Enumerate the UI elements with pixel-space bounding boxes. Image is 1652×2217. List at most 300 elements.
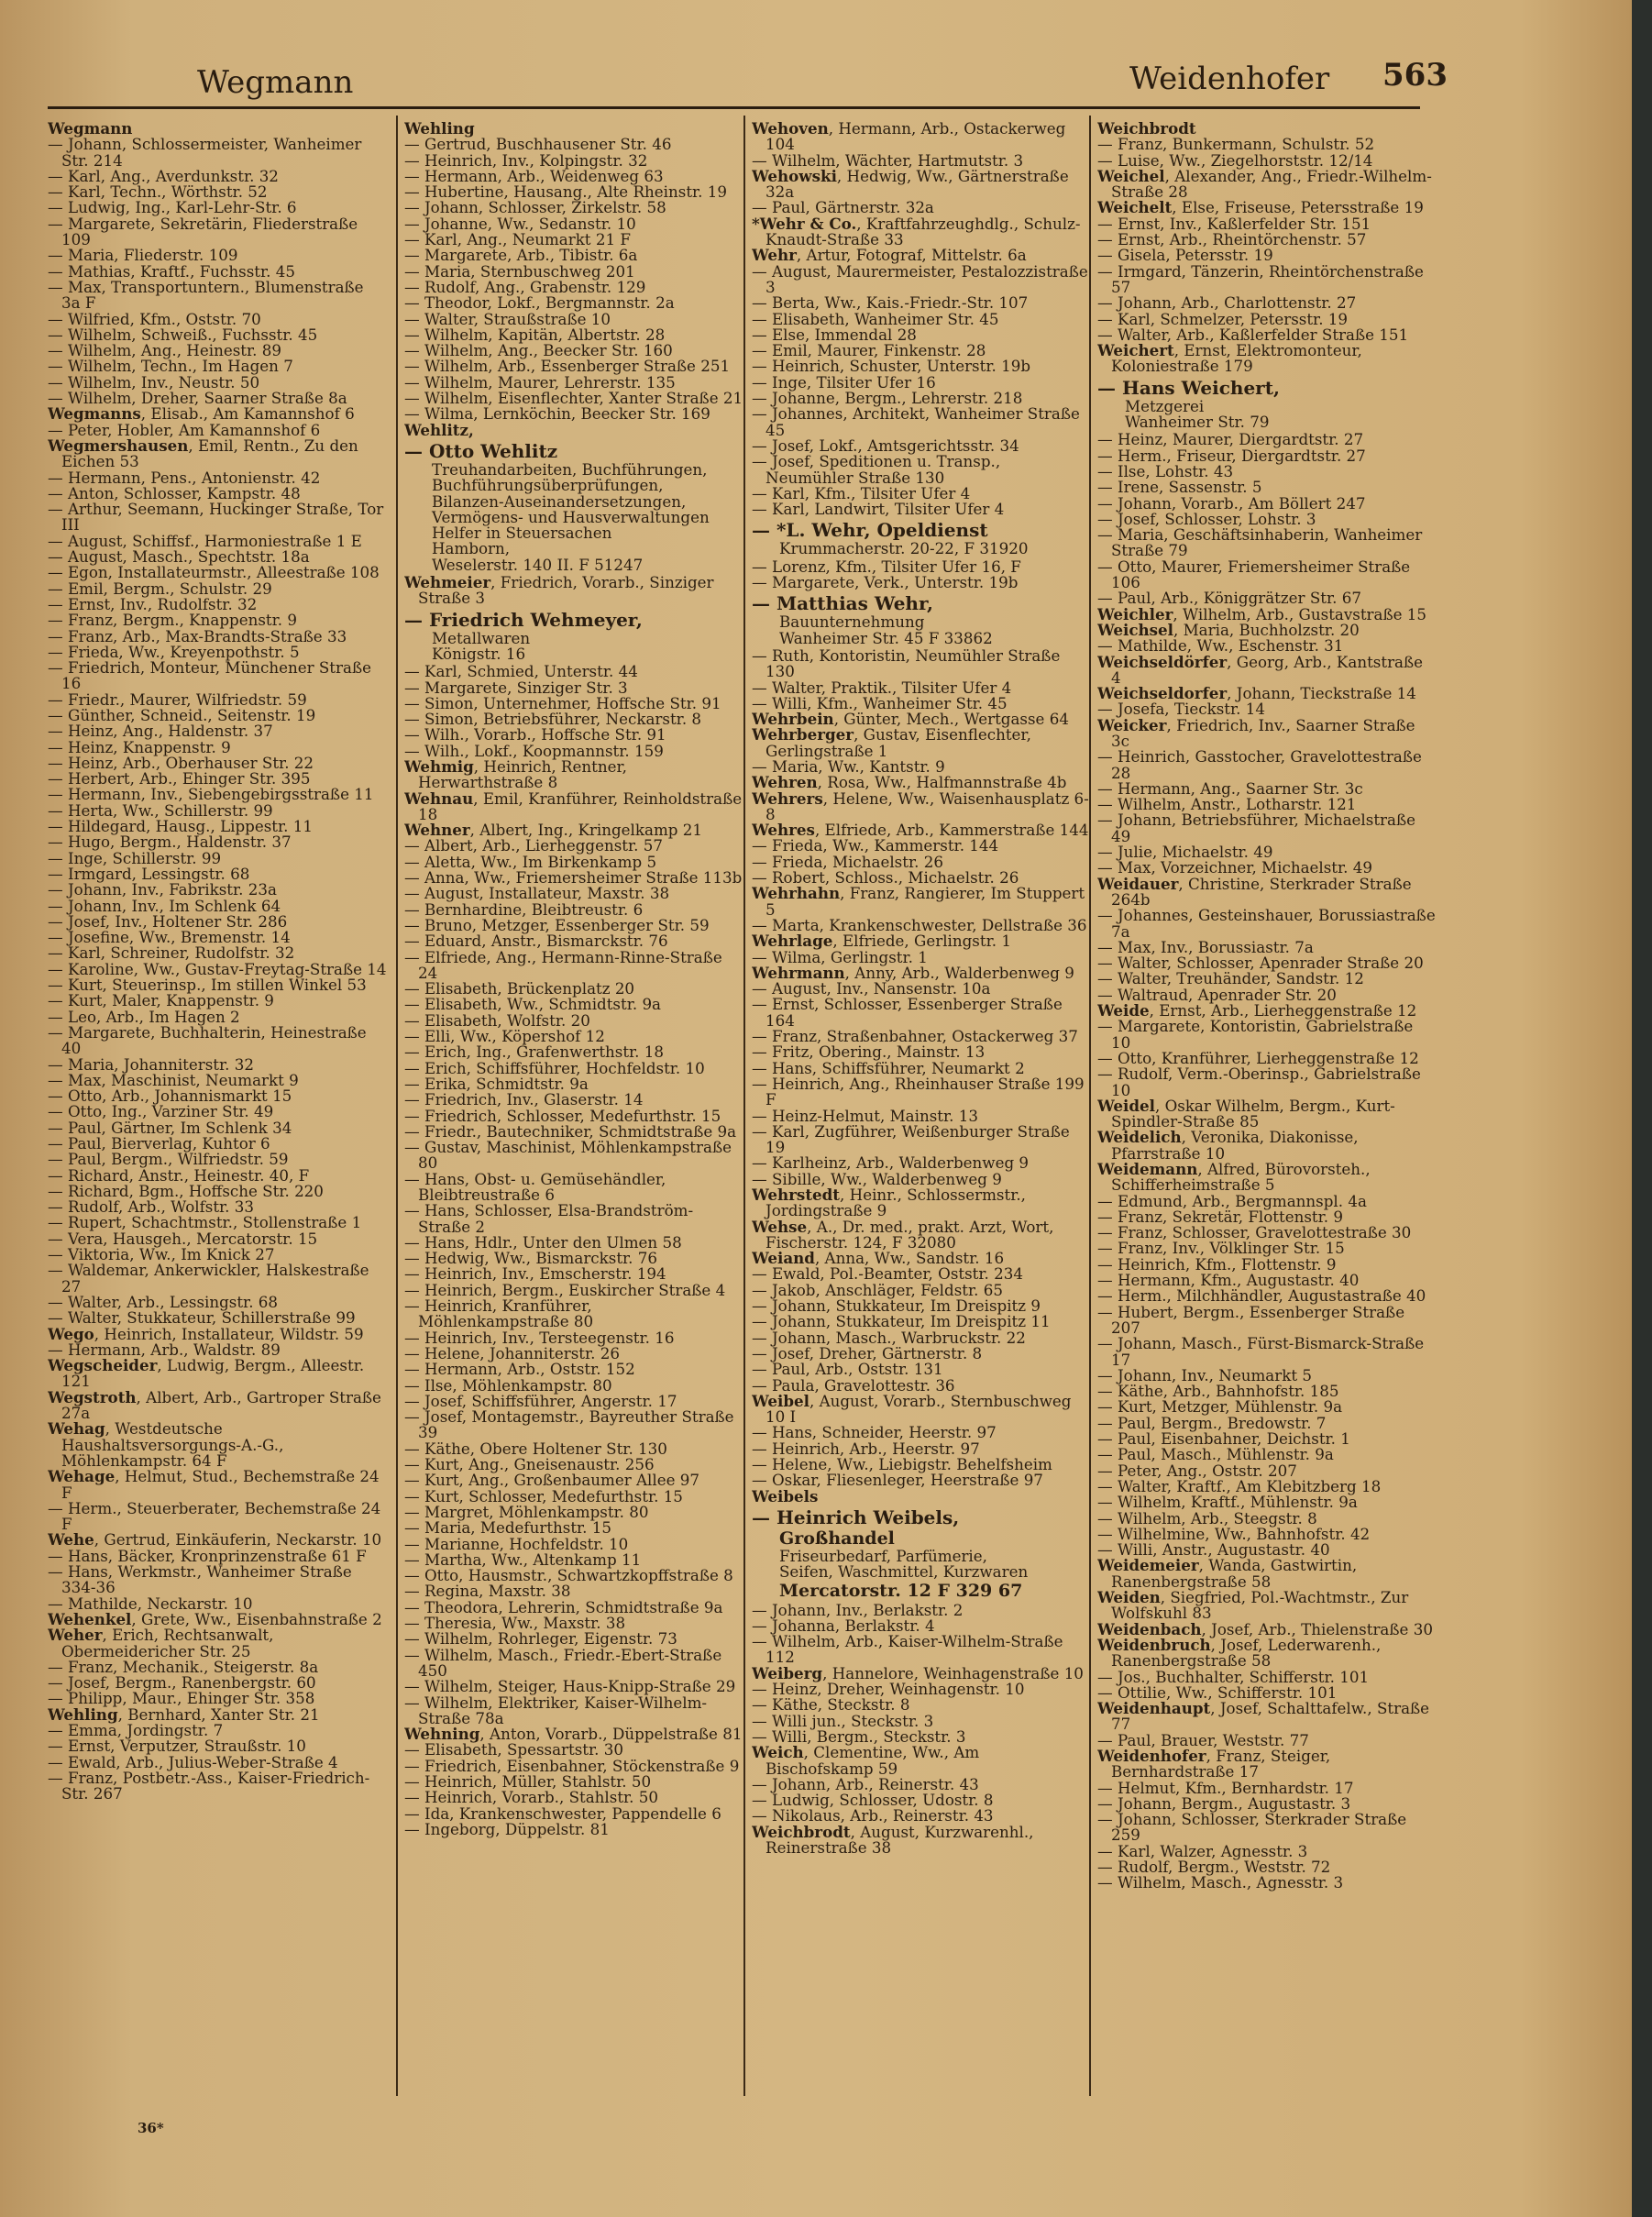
surname-heading: Wegmann <box>48 121 133 138</box>
directory-entry: — Ida, Krankenschwester, Pappendelle 6 <box>404 1803 721 1823</box>
directory-entry: — Ernst, Inv., Kaßlerfelder Str. 151 <box>1097 214 1371 233</box>
directory-entry: — Heinrich, Kfm., Flottenstr. 9 <box>1097 1254 1337 1274</box>
directory-entry: — Leo, Arb., Im Hagen 2 <box>48 1007 240 1026</box>
directory-entry: — Else, Immendal 28 <box>752 325 917 344</box>
directory-entry: — Wilhelm, Masch., Agnesstr. 3 <box>1097 1873 1344 1892</box>
directory-entry: — Irene, Sassenstr. 5 <box>1097 478 1262 497</box>
directory-entry: — Karoline, Ww., Gustav-Freytag-Straße 14 <box>48 959 387 978</box>
directory-entry: — Rupert, Schachtmstr., Stollenstraße 1 <box>48 1213 362 1232</box>
directory-entry: — Aletta, Ww., Im Birkenkamp 5 <box>404 852 657 871</box>
directory-entry: — Hans, Schiffsführer, Neumarkt 2 <box>752 1058 1025 1077</box>
advertisement-line: Buchführungsüberprüfungen, <box>432 476 664 495</box>
directory-entry: — Emil, Maurer, Finkenstr. 28 <box>752 341 986 360</box>
directory-entry: — Johann, Masch., Warbruckstr. 22 <box>752 1328 1026 1347</box>
surname: Wehmeier <box>404 573 491 592</box>
surname: Weichel <box>1097 166 1165 185</box>
directory-entry: *Wehr & Co., Kraftfahrzeughdlg., Schulz-Knaudt-Straße 33 <box>752 214 1081 249</box>
directory-entry: Wehmig, Heinrich, Rentner, Herwarthstraße 8 <box>404 756 627 792</box>
directory-entry: — Johann, Schlosser, Sterkrader Straße 259 <box>1097 1810 1407 1845</box>
directory-entry: — Franz, Sekretär, Flottenstr. 9 <box>1097 1207 1343 1226</box>
surname: Wehnau <box>404 789 474 808</box>
directory-entry: — Johann, Masch., Fürst-Bismarck-Straße 17 <box>1097 1334 1425 1369</box>
surname: Weidelich <box>1097 1128 1182 1147</box>
directory-entry: Weichert, Ernst, Elektromonteur, Koloniestraße 179 <box>1097 341 1362 376</box>
directory-entry: — Friedrich, Inv., Glaserstr. 14 <box>404 1090 644 1109</box>
directory-entry: — Kurt, Metzger, Mühlenstr. 9a <box>1097 1397 1343 1417</box>
surname: Weich <box>752 1743 804 1762</box>
directory-entry: — Nikolaus, Arb., Reinerstr. 43 <box>752 1806 994 1825</box>
directory-entry: — Paul, Bergm., Bredowstr. 7 <box>1097 1413 1327 1432</box>
directory-entry: — Wilma, Lernköchin, Beecker Str. 169 <box>404 404 710 424</box>
advertisement-name: — Hans Weichert, <box>1097 376 1280 399</box>
directory-entry: — Franz, Bunkermann, Schulstr. 52 <box>1097 135 1375 154</box>
directory-entry: — Arthur, Seemann, Huckinger Straße, Tor III <box>48 500 384 535</box>
directory-entry: — Sibille, Ww., Walderbenweg 9 <box>752 1169 1002 1188</box>
directory-entry: — Elisabeth, Brückenplatz 20 <box>404 979 635 998</box>
advertisement-name: — Otto Wehlitz <box>404 439 558 462</box>
directory-entry: — Karl, Schreiner, Rudolfstr. 32 <box>48 943 295 963</box>
directory-entry: — Erich, Schiffsführer, Hochfeldstr. 10 <box>404 1058 705 1077</box>
directory-entry: — Bernhardine, Bleibtreustr. 6 <box>404 899 644 919</box>
directory-column-1 <box>48 121 387 2092</box>
directory-entry: — Theodor, Lokf., Bergmannstr. 2a <box>404 293 675 313</box>
directory-entry: — Margarete, Kontoristin, Gabrielstraße 10 <box>1097 1017 1414 1052</box>
directory-entry: — Johann, Schlosser, Zirkelstr. 58 <box>404 198 666 217</box>
directory-entry: — Johann, Schlossermeister, Wanheimer Str. 214 <box>48 135 362 170</box>
directory-entry: — Wilhelm, Arb., Kaiser-Wilhelm-Straße 112 <box>752 1632 1063 1667</box>
directory-entry: — Egon, Installateurmstr., Alleestraße 108 <box>48 563 380 582</box>
directory-entry: — Ilse, Lohstr. 43 <box>1097 461 1234 480</box>
directory-entry: — Walter, Kraftf., Am Klebitzberg 18 <box>1097 1476 1382 1495</box>
directory-entry: Wehoven, Hermann, Arb., Ostackerweg 104 <box>752 121 1066 154</box>
advertisement-line: Friseurbedarf, Parfümerie, <box>779 1546 987 1565</box>
directory-entry: — Otto, Maurer, Friemersheimer Straße 106 <box>1097 557 1411 592</box>
directory-entry: Weher, Erich, Rechtsanwalt, Obermeidericher Str. 25 <box>48 1626 274 1660</box>
surname: Weidauer <box>1097 874 1179 893</box>
advertisement-line: Mercatorstr. 12 F 329 67 <box>779 1580 1023 1601</box>
directory-entry: — Ernst, Verputzer, Straußstr. 10 <box>48 1737 306 1756</box>
directory-entry: — Ernst, Schlosser, Essenberger Straße 164 <box>752 995 1063 1030</box>
directory-entry: — Erich, Ing., Grafenwerthstr. 18 <box>404 1042 665 1062</box>
surname: Weichseldorfer <box>1097 684 1228 703</box>
directory-entry: — Hermann, Pens., Antonienstr. 42 <box>48 468 321 487</box>
directory-entry: — Johann, Stukkateur, Im Dreispitz 11 <box>752 1312 1051 1331</box>
directory-entry: Wehrstedt, Heinr., Schlossermstr., Jordingstraße 9 <box>752 1186 1026 1220</box>
directory-entry: — Karl, Kfm., Tilsiter Ufer 4 <box>752 483 971 502</box>
directory-entry: Wehner, Albert, Ing., Kringelkamp 21 <box>404 821 702 840</box>
directory-entry: — Johann, Arb., Charlottenstr. 27 <box>1097 293 1357 313</box>
directory-entry: — Josef, Lokf., Amtsgerichtsstr. 34 <box>752 436 1019 455</box>
directory-entry: — Johann, Vorarb., Am Böllert 247 <box>1097 493 1366 513</box>
directory-entry: — Mathilde, Ww., Eschenstr. 31 <box>1097 636 1344 656</box>
directory-entry: — Herm., Steuerberater, Bechemstraße 24 F <box>48 1498 381 1534</box>
directory-entry: — Ewald, Pol.-Beamter, Oststr. 234 <box>752 1264 1023 1284</box>
directory-entry: — Hermann, Arb., Oststr. 152 <box>404 1360 635 1379</box>
directory-column-4 <box>1097 121 1437 2092</box>
directory-entry: Wego, Heinrich, Installateur, Wildstr. 59 <box>48 1324 364 1343</box>
directory-entry: — Elisabeth, Wanheimer Str. 45 <box>752 309 999 328</box>
directory-entry: — Regina, Maxstr. 38 <box>404 1582 571 1601</box>
directory-entry: Wehr, Artur, Fotograf, Mittelstr. 6a <box>752 246 1027 265</box>
directory-column-2 <box>404 121 743 2092</box>
directory-entry: — Robert, Schloss., Michaelstr. 26 <box>752 868 1019 888</box>
surname: Wegstroth <box>48 1387 137 1406</box>
directory-entry: — Rudolf, Bergm., Weststr. 72 <box>1097 1858 1331 1877</box>
directory-entry: — Kurt, Ang., Gneisenaustr. 256 <box>404 1455 655 1474</box>
directory-entry: Wehnau, Emil, Kranführer, Reinholdstraße 18 <box>404 789 743 823</box>
directory-entry: — Paul, Eisenbahner, Deichstr. 1 <box>1097 1429 1350 1449</box>
directory-entry: — Simon, Betriebsführer, Neckarstr. 8 <box>404 710 702 729</box>
directory-entry: — Julie, Michaelstr. 49 <box>1097 843 1273 862</box>
directory-entry: — Johann, Inv., Fabrikstr. 23a <box>48 880 277 899</box>
directory-entry: — Johanne, Ww., Sedanstr. 10 <box>404 214 636 233</box>
advertisement-line: Bauunternehmung <box>779 612 925 632</box>
directory-entry: — Josefine, Ww., Bremenstr. 14 <box>48 928 291 947</box>
directory-entry: — Friedrich, Schlosser, Medefurthstr. 15 <box>404 1106 721 1125</box>
directory-entry: — Heinrich, Arb., Heerstr. 97 <box>752 1439 980 1458</box>
directory-entry: — Käthe, Steckstr. 8 <box>752 1695 910 1715</box>
directory-entry: — Walter, Schlosser, Apenrader Straße 20 <box>1097 954 1424 973</box>
directory-entry: — Heinz-Helmut, Mainstr. 13 <box>752 1106 978 1125</box>
directory-entry: — Ingeborg, Düppelstr. 81 <box>404 1819 610 1838</box>
surname: Wehoven <box>752 121 829 138</box>
directory-entry: — Willi jun., Steckstr. 3 <box>752 1711 934 1730</box>
directory-entry: — Margarete, Arb., Tibistr. 6a <box>404 246 638 265</box>
directory-entry: — Paula, Gravelottestr. 36 <box>752 1375 955 1395</box>
directory-entry: — Karl, Techn., Wörthstr. 52 <box>48 182 268 202</box>
directory-entry: — Elfriede, Ang., Hermann-Rinne-Straße 24 <box>404 947 722 982</box>
directory-entry: — Albert, Arb., Lierheggenstr. 57 <box>404 836 663 855</box>
directory-entry: — Max, Vorzeichner, Michaelstr. 49 <box>1097 858 1372 877</box>
advertisement-entry <box>1097 377 1437 431</box>
surname: Wehag <box>48 1419 105 1439</box>
directory-entry: — Elli, Ww., Köpershof 12 <box>404 1027 605 1046</box>
directory-entry <box>404 420 743 439</box>
directory-entry: — Frieda, Ww., Kammerstr. 144 <box>752 836 999 855</box>
surname: Wehowski <box>752 166 837 185</box>
directory-entry: — Erika, Schmidtstr. 9a <box>404 1074 589 1093</box>
directory-entry: — Otto, Hausmstr., Schwartzkopffstraße 8 <box>404 1566 733 1585</box>
directory-entry: — Hans, Obst- u. Gemüsehändler, Bleibtreustraße 6 <box>404 1169 666 1204</box>
advertisement-line: Treuhandarbeiten, Buchführungen, <box>432 459 708 479</box>
directory-entry: Wehe, Gertrud, Einkäuferin, Neckarstr. 10 <box>48 1530 382 1550</box>
directory-entry: — Kurt, Steuerinsp., Im stillen Winkel 53 <box>48 976 367 995</box>
surname: Wegscheider <box>48 1356 158 1375</box>
surname: Wehres <box>752 821 815 840</box>
directory-entry: — Luise, Ww., Ziegelhorststr. 12/14 <box>1097 150 1373 170</box>
page-header <box>0 57 1632 103</box>
surname: Weichelt <box>1097 198 1173 217</box>
directory-entry: — Max, Maschinist, Neumarkt 9 <box>48 1070 299 1089</box>
directory-entry: — Wilhelm, Kapitän, Albertstr. 28 <box>404 325 666 344</box>
directory-entry: — Josef, Schlosser, Lohstr. 3 <box>1097 509 1316 528</box>
advertisement-line: Wanheimer Str. 45 F 33862 <box>779 628 993 647</box>
directory-entry: — Wilhelm, Masch., Friedr.-Ebert-Straße 450 <box>404 1645 722 1680</box>
surname: Wehse <box>752 1217 808 1236</box>
directory-entry: — Theresia, Ww., Maxstr. 38 <box>404 1614 626 1633</box>
directory-entry: — Paul, Bierverlag, Kuhtor 6 <box>48 1134 270 1153</box>
advertisement-entry <box>404 440 743 573</box>
surname: Weidenbach <box>1097 1619 1202 1638</box>
directory-entry: — Elisabeth, Wolfstr. 20 <box>404 1010 590 1030</box>
directory-entry: Weichelt, Else, Friseuse, Petersstraße 19 <box>1097 198 1424 217</box>
directory-entry: Weichsel, Maria, Buchholzstr. 20 <box>1097 620 1360 639</box>
directory-entry: Weichseldorfer, Johann, Tieckstraße 14 <box>1097 684 1416 703</box>
directory-entry: — Margarete, Sinziger Str. 3 <box>404 678 628 697</box>
directory-entry: — Maria, Medefurthstr. 15 <box>404 1518 612 1538</box>
directory-entry: Wehse, A., Dr. med., prakt. Arzt, Wort, Fischerstr. 124, F 32080 <box>752 1217 1054 1252</box>
directory-entry: — Paul, Masch., Mühlenstr. 9a <box>1097 1445 1334 1464</box>
directory-entry: — Emma, Jordingstr. 7 <box>48 1720 224 1739</box>
directory-entry: — Franz, Mechanik., Steigerstr. 8a <box>48 1657 319 1676</box>
directory-entry: — Wilfried, Kfm., Oststr. 70 <box>48 309 261 328</box>
directory-entry: — Friedrich, Eisenbahner, Stöckenstraße 9 <box>404 1756 740 1775</box>
surname: Weidenhaupt <box>1097 1699 1211 1718</box>
surname: Weher <box>48 1626 103 1645</box>
directory-entry: Weidemeier, Wanda, Gastwirtin, Ranenbergstraße 58 <box>1097 1556 1358 1591</box>
directory-entry: — Anna, Ww., Friemersheimer Straße 113b <box>404 868 743 888</box>
surname: Wehe <box>48 1530 94 1550</box>
advertisement-line: Metallwaren <box>432 628 531 647</box>
directory-entry: — Josef, Speditionen u. Transp., Neumühler Straße 130 <box>752 452 1001 487</box>
directory-entry: Wehrhahn, Franz, Rangierer, Im Stuppert 5 <box>752 884 1085 919</box>
directory-entry: — Wilhelm, Rohrleger, Eigenstr. 73 <box>404 1629 677 1649</box>
surname: Wehage <box>48 1467 116 1486</box>
directory-entry: Wehowski, Hedwig, Ww., Gärtnerstraße 32a <box>752 166 1069 202</box>
directory-entry <box>752 1486 1091 1506</box>
directory-entry: — Margarete, Sekretärin, Fliederstraße 109 <box>48 214 358 249</box>
directory-entry: — Wilh., Lokf., Koopmannstr. 159 <box>404 741 664 760</box>
directory-entry: — Wilhelm, Kraftf., Mühlenstr. 9a <box>1097 1493 1358 1512</box>
directory-entry: — Maria, Ww., Kantstr. 9 <box>752 756 945 776</box>
directory-entry: — Hans, Bäcker, Kronprinzenstraße 61 F <box>48 1546 367 1565</box>
surname: Weichler <box>1097 604 1173 623</box>
directory-entry: — Walter, Stukkateur, Schillerstraße 99 <box>48 1308 356 1328</box>
directory-entry: — Jos., Buchhalter, Schifferstr. 101 <box>1097 1667 1370 1686</box>
directory-entry: — Heinz, Arb., Oberhauser Str. 22 <box>48 753 314 772</box>
directory-entry: Weidenhaupt, Josef, Schalttafelw., Straße 77 <box>1097 1699 1430 1734</box>
directory-entry: — Gisela, Petersstr. 19 <box>1097 246 1273 265</box>
directory-entry: — Wilhelm, Steiger, Haus-Knipp-Straße 29 <box>404 1677 736 1696</box>
directory-entry: — Heinrich, Inv., Kolpingstr. 32 <box>404 150 648 170</box>
directory-entry: — Paul, Gärtnerstr. 32a <box>752 198 934 217</box>
directory-entry: Weidenbach, Josef, Arb., Thielenstraße 30 <box>1097 1619 1433 1638</box>
directory-entry: — Herta, Ww., Schillerstr. 99 <box>48 800 273 820</box>
directory-entry: — Gustav, Maschinist, Möhlenkampstraße 80 <box>404 1138 732 1173</box>
directory-entry: — Mathilde, Neckarstr. 10 <box>48 1594 253 1613</box>
directory-entry: — Johannes, Gesteinshauer, Borussiastraße 7a <box>1097 906 1436 941</box>
surname: Weibel <box>752 1391 809 1410</box>
directory-entry: Weiand, Anna, Ww., Sandstr. 16 <box>752 1249 1005 1268</box>
directory-entry: — August, Installateur, Maxstr. 38 <box>404 884 670 903</box>
directory-entry: Weichel, Alexander, Ang., Friedr.-Wilhelm-Straße 28 <box>1097 166 1432 202</box>
advertisement-name: — *L. Wehr, Opeldienst <box>752 519 988 542</box>
directory-entry: — Karlheinz, Arb., Walderbenweg 9 <box>752 1153 1030 1173</box>
directory-entry: — Marianne, Hochfeldstr. 10 <box>404 1534 629 1553</box>
directory-entry: — Simon, Unternehmer, Hoffsche Str. 91 <box>404 693 721 712</box>
directory-entry: — Heinrich, Schuster, Unterstr. 19b <box>752 357 1030 376</box>
directory-entry: — Maria, Geschäftsinhaberin, Wanheimer Straße 79 <box>1097 525 1423 560</box>
directory-entry: Wehrlage, Elfriede, Gerlingstr. 1 <box>752 932 1011 951</box>
advertisement-line: Krummacherstr. 20-22, F 31920 <box>779 539 1029 558</box>
directory-entry: — Heinrich, Gasstocher, Gravelottestraße 28 <box>1097 747 1422 782</box>
directory-entry: — Viktoria, Ww., Im Knick 27 <box>48 1245 275 1264</box>
directory-entry: — Paul, Bergm., Wilfriedstr. 59 <box>48 1150 289 1169</box>
directory-entry: — Fritz, Obering., Mainstr. 13 <box>752 1042 986 1062</box>
surname: Weichseldörfer <box>1097 652 1228 671</box>
directory-entry: — Gertrud, Buschhausener Str. 46 <box>404 135 672 154</box>
directory-entry: — Franz, Schlosser, Gravelottestraße 30 <box>1097 1223 1412 1242</box>
directory-entry: — Irmgard, Tänzerin, Rheintörchenstraße 57 <box>1097 261 1424 296</box>
directory-entry: — Hildegard, Hausg., Lippestr. 11 <box>48 817 313 836</box>
directory-entry: — Wilhelm, Maurer, Lehrerstr. 135 <box>404 372 676 392</box>
directory-entry: — Waltraud, Apenrader Str. 20 <box>1097 985 1337 1004</box>
directory-entry: — Josef, Inv., Holtener Str. 286 <box>48 911 288 931</box>
directory-entry: — Emil, Bergm., Schulstr. 29 <box>48 579 272 598</box>
directory-entry: Weiberg, Hannelore, Weinhagenstraße 10 <box>752 1663 1084 1682</box>
directory-entry: Weichbrodt, August, Kurzwarenhl., Reinerstraße 38 <box>752 1822 1034 1857</box>
directory-entry: — Margarete, Buchhalterin, Heinestraße 40 <box>48 1022 367 1058</box>
directory-entry: Weide, Ernst, Arb., Lierheggenstraße 12 <box>1097 1001 1417 1020</box>
directory-entry: — Marta, Krankenschwester, Dellstraße 36 <box>752 915 1087 934</box>
directory-entry: — Margarete, Verk., Unterstr. 19b <box>752 573 1019 592</box>
surname: Wehmig <box>404 756 474 776</box>
directory-entry: — Hermann, Inv., Siebengebirgsstraße 11 <box>48 785 374 804</box>
directory-entry: — Otto, Kranführer, Lierheggenstraße 12 <box>1097 1048 1419 1067</box>
directory-entry: — Rudolf, Verm.-Oberinsp., Gabrielstraße 10 <box>1097 1064 1421 1099</box>
directory-entry: — Walter, Treuhänder, Sandstr. 12 <box>1097 969 1364 988</box>
column-divider <box>396 116 398 2096</box>
directory-entry: — Karl, Landwirt, Tilsiter Ufer 4 <box>752 500 1005 519</box>
directory-entry: — Ilse, Möhlenkampstr. 80 <box>404 1375 612 1395</box>
directory-entry: Weiden, Siegfried, Pol.-Wachtmstr., Zur Wolfskuhl 83 <box>1097 1588 1409 1623</box>
surname-heading: Wehlitz, <box>404 420 474 439</box>
directory-entry: — Heinrich, Ang., Rheinhauser Straße 199 F <box>752 1074 1085 1109</box>
advertisement-name: — Friedrich Wehmeyer, <box>404 608 643 631</box>
directory-entry: — Richard, Bgm., Hoffsche Str. 220 <box>48 1181 324 1200</box>
directory-entry: — Hermann, Ang., Saarner Str. 3c <box>1097 778 1363 798</box>
surname: Wehning <box>404 1725 480 1744</box>
directory-entry: — August, Inv., Nansenstr. 10a <box>752 979 991 998</box>
directory-entry: — Josef, Bergm., Ranenbergstr. 60 <box>48 1673 316 1693</box>
directory-entry: — Wilhelm, Elektriker, Kaiser-Wilhelm-Straße 78a <box>404 1693 708 1727</box>
directory-entry: — Philipp, Maur., Ehinger Str. 358 <box>48 1689 315 1708</box>
surname: Wehrers <box>752 789 823 808</box>
directory-entry: — Lorenz, Kfm., Tilsiter Ufer 16, F <box>752 557 1021 576</box>
directory-entry: — Kurt, Maler, Knappenstr. 9 <box>48 991 274 1010</box>
directory-entry: — Josef, Montagemstr., Bayreuther Straße 39 <box>404 1407 734 1442</box>
surname: Weicker <box>1097 715 1167 734</box>
directory-entry: — Josef, Dreher, Gärtnerstr. 8 <box>752 1343 983 1362</box>
directory-entry: — Walter, Straußstraße 10 <box>404 309 611 328</box>
directory-entry: — Berta, Ww., Kais.-Friedr.-Str. 107 <box>752 293 1029 313</box>
directory-entry: — Bruno, Metzger, Essenberger Str. 59 <box>404 915 710 934</box>
directory-entry: — Wilhelm, Arb., Steegstr. 8 <box>1097 1508 1317 1528</box>
book-binding-edge <box>1632 0 1652 2217</box>
directory-entry: — Paul, Brauer, Weststr. 77 <box>1097 1730 1309 1749</box>
directory-entry: — Maria, Fliederstr. 109 <box>48 246 238 265</box>
directory-entry: — Helene, Ww., Liebigstr. Behelfsheim <box>752 1455 1052 1474</box>
directory-entry: Wehrberger, Gustav, Eisenflechter, Gerlingstraße 1 <box>752 725 1031 760</box>
surname: Wehrstedt <box>752 1186 841 1204</box>
directory-entry: — Rudolf, Ang., Grabenstr. 129 <box>404 277 646 296</box>
surname: *Wehr & Co. <box>752 214 857 233</box>
directory-entry: — Johann, Inv., Im Schlenk 64 <box>48 896 281 915</box>
directory-entry: — Anton, Schlosser, Kampstr. 48 <box>48 483 301 502</box>
column-divider <box>743 116 745 2096</box>
surname: Wehrlage <box>752 932 833 951</box>
directory-entry: — Paul, Arb., Oststr. 131 <box>752 1360 943 1379</box>
directory-entry: — Heinrich, Inv., Tersteegenstr. 16 <box>404 1328 675 1347</box>
directory-entry: — August, Schiffsf., Harmoniestraße 1 E <box>48 531 362 550</box>
directory-entry: — Hermann, Kfm., Augustastr. 40 <box>1097 1271 1360 1290</box>
surname: Weide <box>1097 1001 1150 1020</box>
directory-entry: Wehage, Helmut, Stud., Bechemstraße 24 F <box>48 1467 380 1502</box>
surname: Weichert <box>1097 341 1174 360</box>
surname: Weidel <box>1097 1096 1155 1115</box>
directory-entry: — Helene, Johanniterstr. 26 <box>404 1343 620 1362</box>
directory-entry: — Franz, Bergm., Knappenstr. 9 <box>48 611 297 630</box>
header-left-keyword: Wegmann <box>197 64 354 101</box>
advertisement-line: Weselerstr. 140 II. F 51247 <box>432 555 644 574</box>
directory-entry: — Wilhelm, Ang., Heinestr. 89 <box>48 341 281 360</box>
directory-entry: — Inge, Schillerstr. 99 <box>48 848 222 867</box>
directory-entry: — Jakob, Anschläger, Feldstr. 65 <box>752 1280 1003 1299</box>
directory-entry: — August, Maurermeister, Pestalozzistraße 3 <box>752 261 1088 296</box>
directory-entry: Wegstroth, Albert, Arb., Gartroper Straße 27a <box>48 1387 381 1423</box>
directory-entry: — Johann, Inv., Neumarkt 5 <box>1097 1365 1312 1384</box>
directory-entry: Wehrbein, Günter, Mech., Wertgasse 64 <box>752 710 1069 729</box>
directory-entry: — Hans, Schneider, Heerstr. 97 <box>752 1423 997 1442</box>
directory-entry: — Heinz, Maurer, Diergardtstr. 27 <box>1097 430 1364 449</box>
surname-heading: Wehling <box>404 121 475 138</box>
directory-entry: — Friedrich, Monteur, Münchener Straße 16 <box>48 658 371 693</box>
directory-entry: — Käthe, Arb., Bahnhofstr. 185 <box>1097 1382 1339 1401</box>
directory-entry: — Elisabeth, Spessartstr. 30 <box>404 1740 623 1759</box>
directory-entry: — Franz, Arb., Max-Brandts-Straße 33 <box>48 626 347 645</box>
directory-entry: — Käthe, Obere Holtener Str. 130 <box>404 1439 667 1458</box>
directory-entry: — Friedr., Maurer, Wilfriedstr. 59 <box>48 689 307 709</box>
advertisement-line: Helfer in Steuersachen <box>432 524 612 543</box>
surname: Weichsel <box>1097 620 1173 639</box>
directory-entry: — Ludwig, Ing., Karl-Lehr-Str. 6 <box>48 198 297 217</box>
directory-entry: — Max, Inv., Borussiastr. 7a <box>1097 937 1314 956</box>
directory-entry: — Wilhelmine, Ww., Bahnhofstr. 42 <box>1097 1524 1371 1543</box>
directory-entry: Wegscheider, Ludwig, Bergm., Alleestr. 121 <box>48 1356 365 1391</box>
surname: Wehrhahn <box>752 884 841 903</box>
directory-entry: — Ruth, Kontoristin, Neumühler Straße 130 <box>752 645 1061 681</box>
directory-entry: — Hedwig, Ww., Bismarckstr. 76 <box>404 1249 658 1268</box>
surname: Wegmanns <box>48 404 141 424</box>
directory-entry: — Johann, Inv., Berlakstr. 2 <box>752 1600 964 1619</box>
directory-entry: — Irmgard, Lessingstr. 68 <box>48 864 250 883</box>
directory-entry: — Johann, Stukkateur, Im Dreispitz 9 <box>752 1296 1041 1316</box>
directory-entry: — Paul, Arb., Königgrätzer Str. 67 <box>1097 589 1361 608</box>
directory-entry: — Heinrich, Vorarb., Stahlstr. 50 <box>404 1788 659 1807</box>
directory-entry: — Martha, Ww., Altenkamp 11 <box>404 1550 642 1569</box>
directory-entry: — Kurt, Schlosser, Medefurthstr. 15 <box>404 1486 683 1506</box>
directory-entry: — Waldemar, Ankerwickler, Halskestraße 27 <box>48 1261 369 1296</box>
advertisement-line: Hamborn, <box>432 539 511 558</box>
directory-entry: Wehling, Bernhard, Xanter Str. 21 <box>48 1704 320 1724</box>
advertisement-entry <box>404 609 743 663</box>
directory-entry: — Johanna, Berlakstr. 4 <box>752 1616 935 1635</box>
directory-entry: — Hubert, Bergm., Essenberger Straße 207 <box>1097 1302 1405 1337</box>
directory-entry: — Heinz, Knappenstr. 9 <box>48 737 231 756</box>
directory-entry: — Heinz, Dreher, Weinhagenstr. 10 <box>752 1680 1025 1699</box>
directory-entry: — Maria, Sternbuschweg 201 <box>404 261 635 281</box>
directory-entry: Weidemann, Alfred, Bürovorsteh., Schifferheimstraße 5 <box>1097 1160 1371 1195</box>
